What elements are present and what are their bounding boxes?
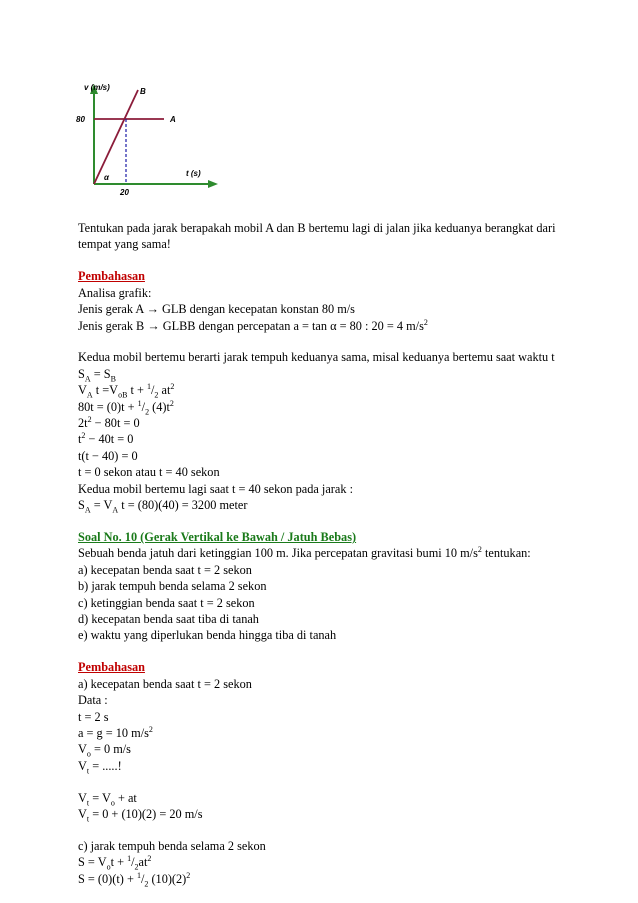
pembahasan-heading-1: Pembahasan [78, 269, 145, 284]
x-tick-label: 20 [120, 188, 129, 197]
data-t: t = 2 s [78, 709, 109, 724]
motion-b-line: Jenis gerak B → GLBB dengan percepatan a = tan α = 80 : 20 = 4 $m/s^2$ [78, 317, 428, 333]
question-c: c) ketinggian benda saat t = 2 sekon [78, 595, 255, 610]
answer-c-title: c) jarak tempuh benda selama 2 sekon [78, 839, 266, 853]
question-e: e) waktu yang diperlukan benda hingga tiba di tanah [78, 628, 337, 643]
question-text: Tentukan pada jarak berapakah mobil A dan B bertemu lagi di jalan jika keduanya berangkat dari tempat yang sama! [78, 221, 556, 252]
data-a: a = g = 10 $m/s^2$ [78, 724, 153, 740]
x-axis-arrow [208, 180, 218, 188]
line-b-label: B [140, 87, 146, 96]
meet-intro: Kedua mobil bertemu berarti jarak tempuh keduanya sama, misal keduanya bertemu saat waktu t [78, 350, 555, 365]
data-label: Data : [78, 693, 108, 708]
equation-sa-sb: $S_A = S_B$ [78, 366, 116, 384]
equation-solutions: t = 0 sekon atau t = 40 sekon [78, 465, 220, 480]
equation-factor: t(t − 40) = 0 [78, 448, 138, 463]
y-tick-label: 80 [76, 115, 85, 124]
equation-vt-result: $V_t = 0 + (10)(2) = 20$ m/s [78, 807, 203, 824]
equation-distance: $S_A = V_A$ t = (80)(40) = 3200 meter [78, 498, 248, 515]
x-axis-label: t (s) [186, 169, 201, 178]
meet-conclusion: Kedua mobil bertemu lagi saat t = 40 sekon pada jarak : [78, 481, 353, 496]
soal-10-heading[interactable]: Soal No. 10 (Gerak Vertikal ke Bawah / Jatuh Bebas) [78, 530, 357, 544]
data-vo: $V_o = 0$ m/s [78, 742, 131, 759]
velocity-time-graph [74, 78, 224, 198]
soal-10-intro: Sebuah benda jatuh dari ketinggian 100 m. Jika percepatan gravitasi bumi 10 $m/s^2$ tentukan: [78, 545, 531, 561]
line-b [94, 90, 138, 184]
question-b: b) jarak tempuh benda selama 2 sekon [78, 579, 267, 594]
equation-va: $V_A$ $t =V_{oB}$ $t + ^1/_2$ $at^2$ [78, 382, 175, 400]
pembahasan-heading-2: Pembahasan [78, 660, 145, 675]
angle-label: α [104, 173, 109, 182]
question-d: d) kecepatan benda saat tiba di tanah [78, 612, 259, 627]
analysis-line: Analisa grafik: [78, 285, 152, 300]
equation-2t2: $2t^2 - 80t = 0$ [78, 414, 140, 431]
data-vt: $V_t$ = .....! [78, 758, 122, 776]
equation-s-substitution: $S = (0)(t) + ^1/_2$ $(10)(2)^2$ [78, 870, 191, 889]
equation-80t: $80t = (0)t + ^1/_2$ $(4)t^2$ [78, 398, 174, 417]
question-a: a) kecepatan benda saat t = 2 sekon [78, 562, 252, 577]
line-a-label: A [170, 115, 176, 124]
motion-a-line: Jenis gerak A → GLB dengan kecepatan konstan 80 m/s [78, 302, 355, 317]
answer-a-title: a) kecepatan benda saat t = 2 sekon [78, 676, 252, 691]
equation-vt-formula: $V_t = V_o$ + at [78, 790, 137, 808]
y-axis-label: v (m/s) [84, 83, 110, 92]
equation-s-formula: $S = V_ot + ^1/_2at^2$ [78, 854, 152, 872]
equation-t2: $t^2 - 40t = 0$ [78, 431, 134, 447]
document-body [78, 220, 578, 887]
